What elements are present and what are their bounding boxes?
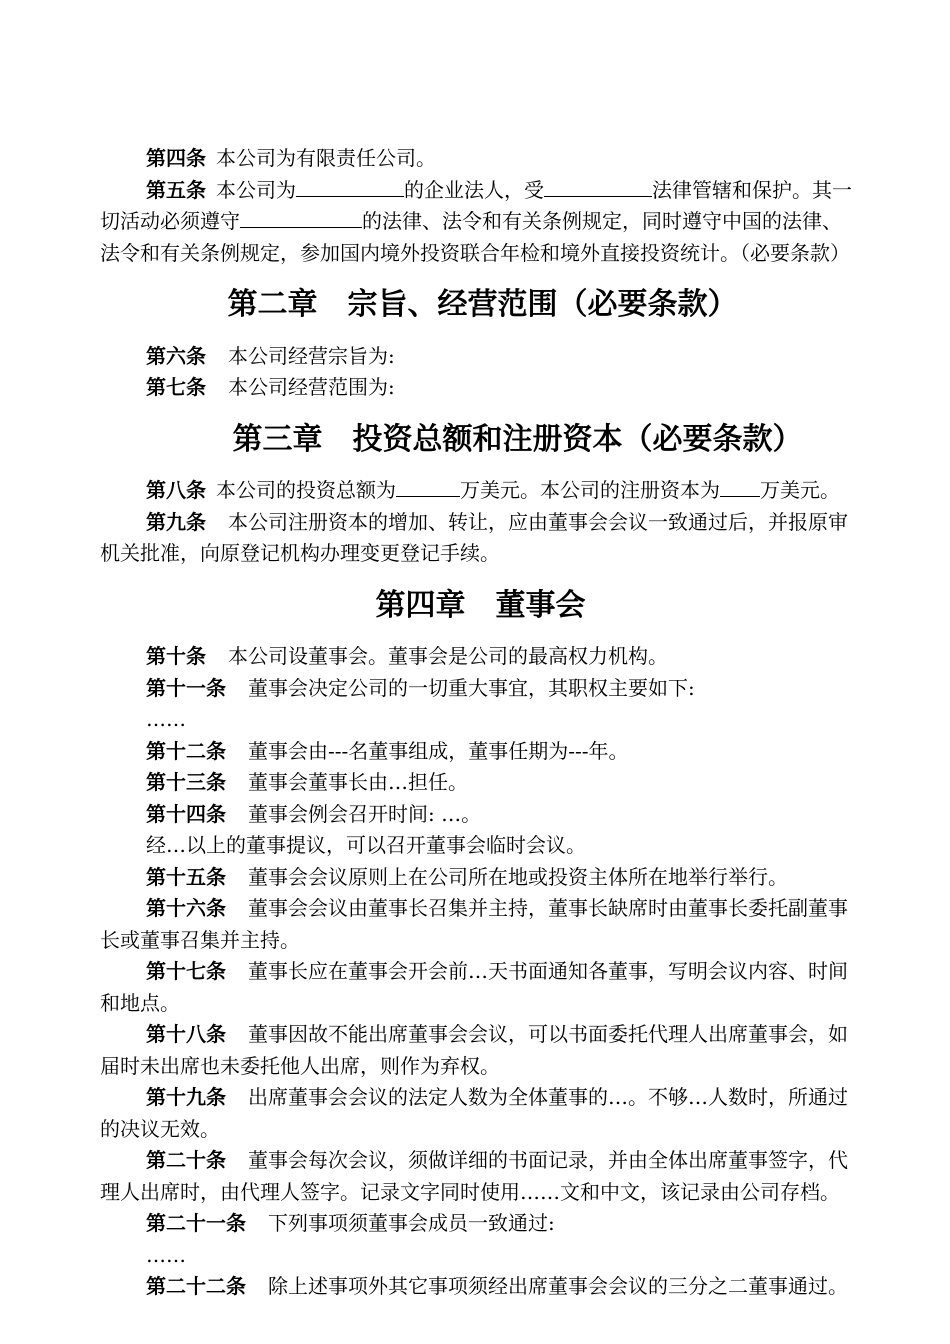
article-8-text-1: 本公司的投资总额为: [216, 478, 396, 502]
article-21-ellipsis: ……: [146, 1242, 186, 1267]
blank-field: [240, 207, 362, 228]
article-21-label: 第二十一条: [146, 1211, 246, 1235]
article-20-text: 董事会每次会议，须做详细的书面记录，并由全体出席董事签字，代理人出席时，由代理人签字。记录文字同时使用……文和中文，该记录由公司存档。: [100, 1148, 848, 1204]
article-4-text: 本公司为有限责任公司。: [216, 146, 436, 170]
article-22-label: 第二十二条: [146, 1274, 246, 1298]
blank-field: [396, 476, 460, 497]
article-15-text: 董事会会议原则上在公司所在地或投资主体所在地举行举行。: [248, 864, 788, 889]
article-19-text: 出席董事会会议的法定人数为全体董事的…。不够…人数时，所通过的决议无效。: [100, 1085, 848, 1141]
article-15: [100, 862, 855, 894]
article-11-label: 第十一条: [146, 675, 226, 700]
article-10-label: 第十条: [146, 644, 206, 668]
article-7-label: 第七条: [146, 375, 206, 399]
article-14: [100, 799, 855, 831]
article-18: [100, 1019, 855, 1082]
article-12-text: 董事会由---名董事组成，董事任期为---年。: [248, 738, 629, 763]
article-16: [100, 893, 855, 956]
article-21: [100, 1208, 855, 1240]
article-4: [100, 143, 855, 175]
article-15-label: 第十五条: [146, 864, 226, 889]
article-5-label: 第五条: [146, 177, 206, 202]
chapter-4-title: 第四章 董事会: [375, 587, 586, 623]
article-22-text: 除上述事项外其它事项须经出席董事会会议的三分之二董事通过。: [268, 1274, 848, 1298]
article-13-label: 第十三条: [146, 770, 226, 794]
article-13-text: 董事会董事长由…担任。: [248, 770, 468, 794]
article-14-text: 董事会例会召开时间: …。: [248, 801, 482, 826]
article-5-text-1: 本公司为: [216, 177, 296, 202]
article-11: [100, 673, 855, 705]
chapter-3-title: 第三章 投资总额和注册资本（必要条款）: [232, 421, 803, 457]
article-11-text: 董事会决定公司的一切重大事宜，其职权主要如下:: [248, 675, 695, 700]
article-18-text: 董事因故不能出席董事会会议，可以书面委托代理人出席董事会，如届时未出席也未委托他人出席，则作为弃权。: [100, 1022, 848, 1078]
blank-field: [720, 476, 760, 497]
article-8: [100, 475, 855, 507]
chapter-2-title: 第二章 宗旨、经营范围（必要条款）: [227, 287, 738, 322]
blank-field: [544, 176, 652, 197]
article-9-text: 本公司注册资本的增加、转让，应由董事会会议一致通过后，并报原审机关批准，向原登记机构办理变更登记手续。: [100, 509, 848, 565]
article-14-label: 第十四条: [146, 801, 226, 826]
article-5-text-2: 的企业法人，受: [404, 177, 544, 202]
article-6: [100, 341, 855, 373]
article-5: [100, 175, 855, 270]
blank-field: [296, 176, 404, 197]
article-12: [100, 736, 855, 768]
article-16-label: 第十六条: [146, 896, 226, 920]
article-20-label: 第二十条: [146, 1148, 226, 1172]
article-22: [100, 1271, 855, 1303]
article-5-text-3: 法律管辖和保护。其一切活动必须遵守: [100, 177, 852, 233]
article-4-label: 第四条: [146, 146, 206, 170]
article-17-label: 第十七条: [146, 959, 226, 983]
article-17-text: 董事长应在董事会开会前…天书面通知各董事，写明会议内容、时间和地点。: [100, 959, 848, 1015]
article-12-label: 第十二条: [146, 738, 226, 763]
article-21-text: 下列事项须董事会成员一致通过:: [268, 1211, 555, 1235]
article-18-label: 第十八条: [146, 1022, 226, 1046]
article-6-label: 第六条: [146, 343, 206, 368]
article-5-text-4: 的法律、法令和有关条例规定，同时遵守中国的法律、法令和有关条例规定，参加国内境外投资联合年检和境外直接投资统计。（必要条款）: [100, 209, 850, 265]
article-20: [100, 1145, 855, 1208]
article-19: [100, 1082, 855, 1145]
article-8-text-2: 万美元。本公司的注册资本为: [460, 478, 720, 502]
article-19-label: 第十九条: [146, 1085, 226, 1109]
article-8-label: 第八条: [146, 478, 206, 502]
article-7: [100, 372, 855, 404]
article-9: [100, 507, 855, 570]
article-17: [100, 956, 855, 1019]
article-11-ellipsis: ……: [146, 707, 186, 731]
article-10: [100, 641, 855, 673]
article-6-text: 本公司经营宗旨为:: [228, 343, 395, 368]
article-13: [100, 767, 855, 799]
article-16-text: 董事会会议由董事长召集并主持，董事长缺席时由董事长委托副董事长或董事召集并主持。: [100, 896, 848, 952]
article-8-text-3: 万美元。: [760, 478, 840, 502]
article-9-label: 第九条: [146, 509, 206, 534]
article-10-text: 本公司设董事会。董事会是公司的最高权力机构。: [228, 644, 668, 668]
article-7-text: 本公司经营范围为:: [228, 375, 395, 399]
article-14-extra: 经…以上的董事提议，可以召开董事会临时会议。: [146, 833, 586, 857]
